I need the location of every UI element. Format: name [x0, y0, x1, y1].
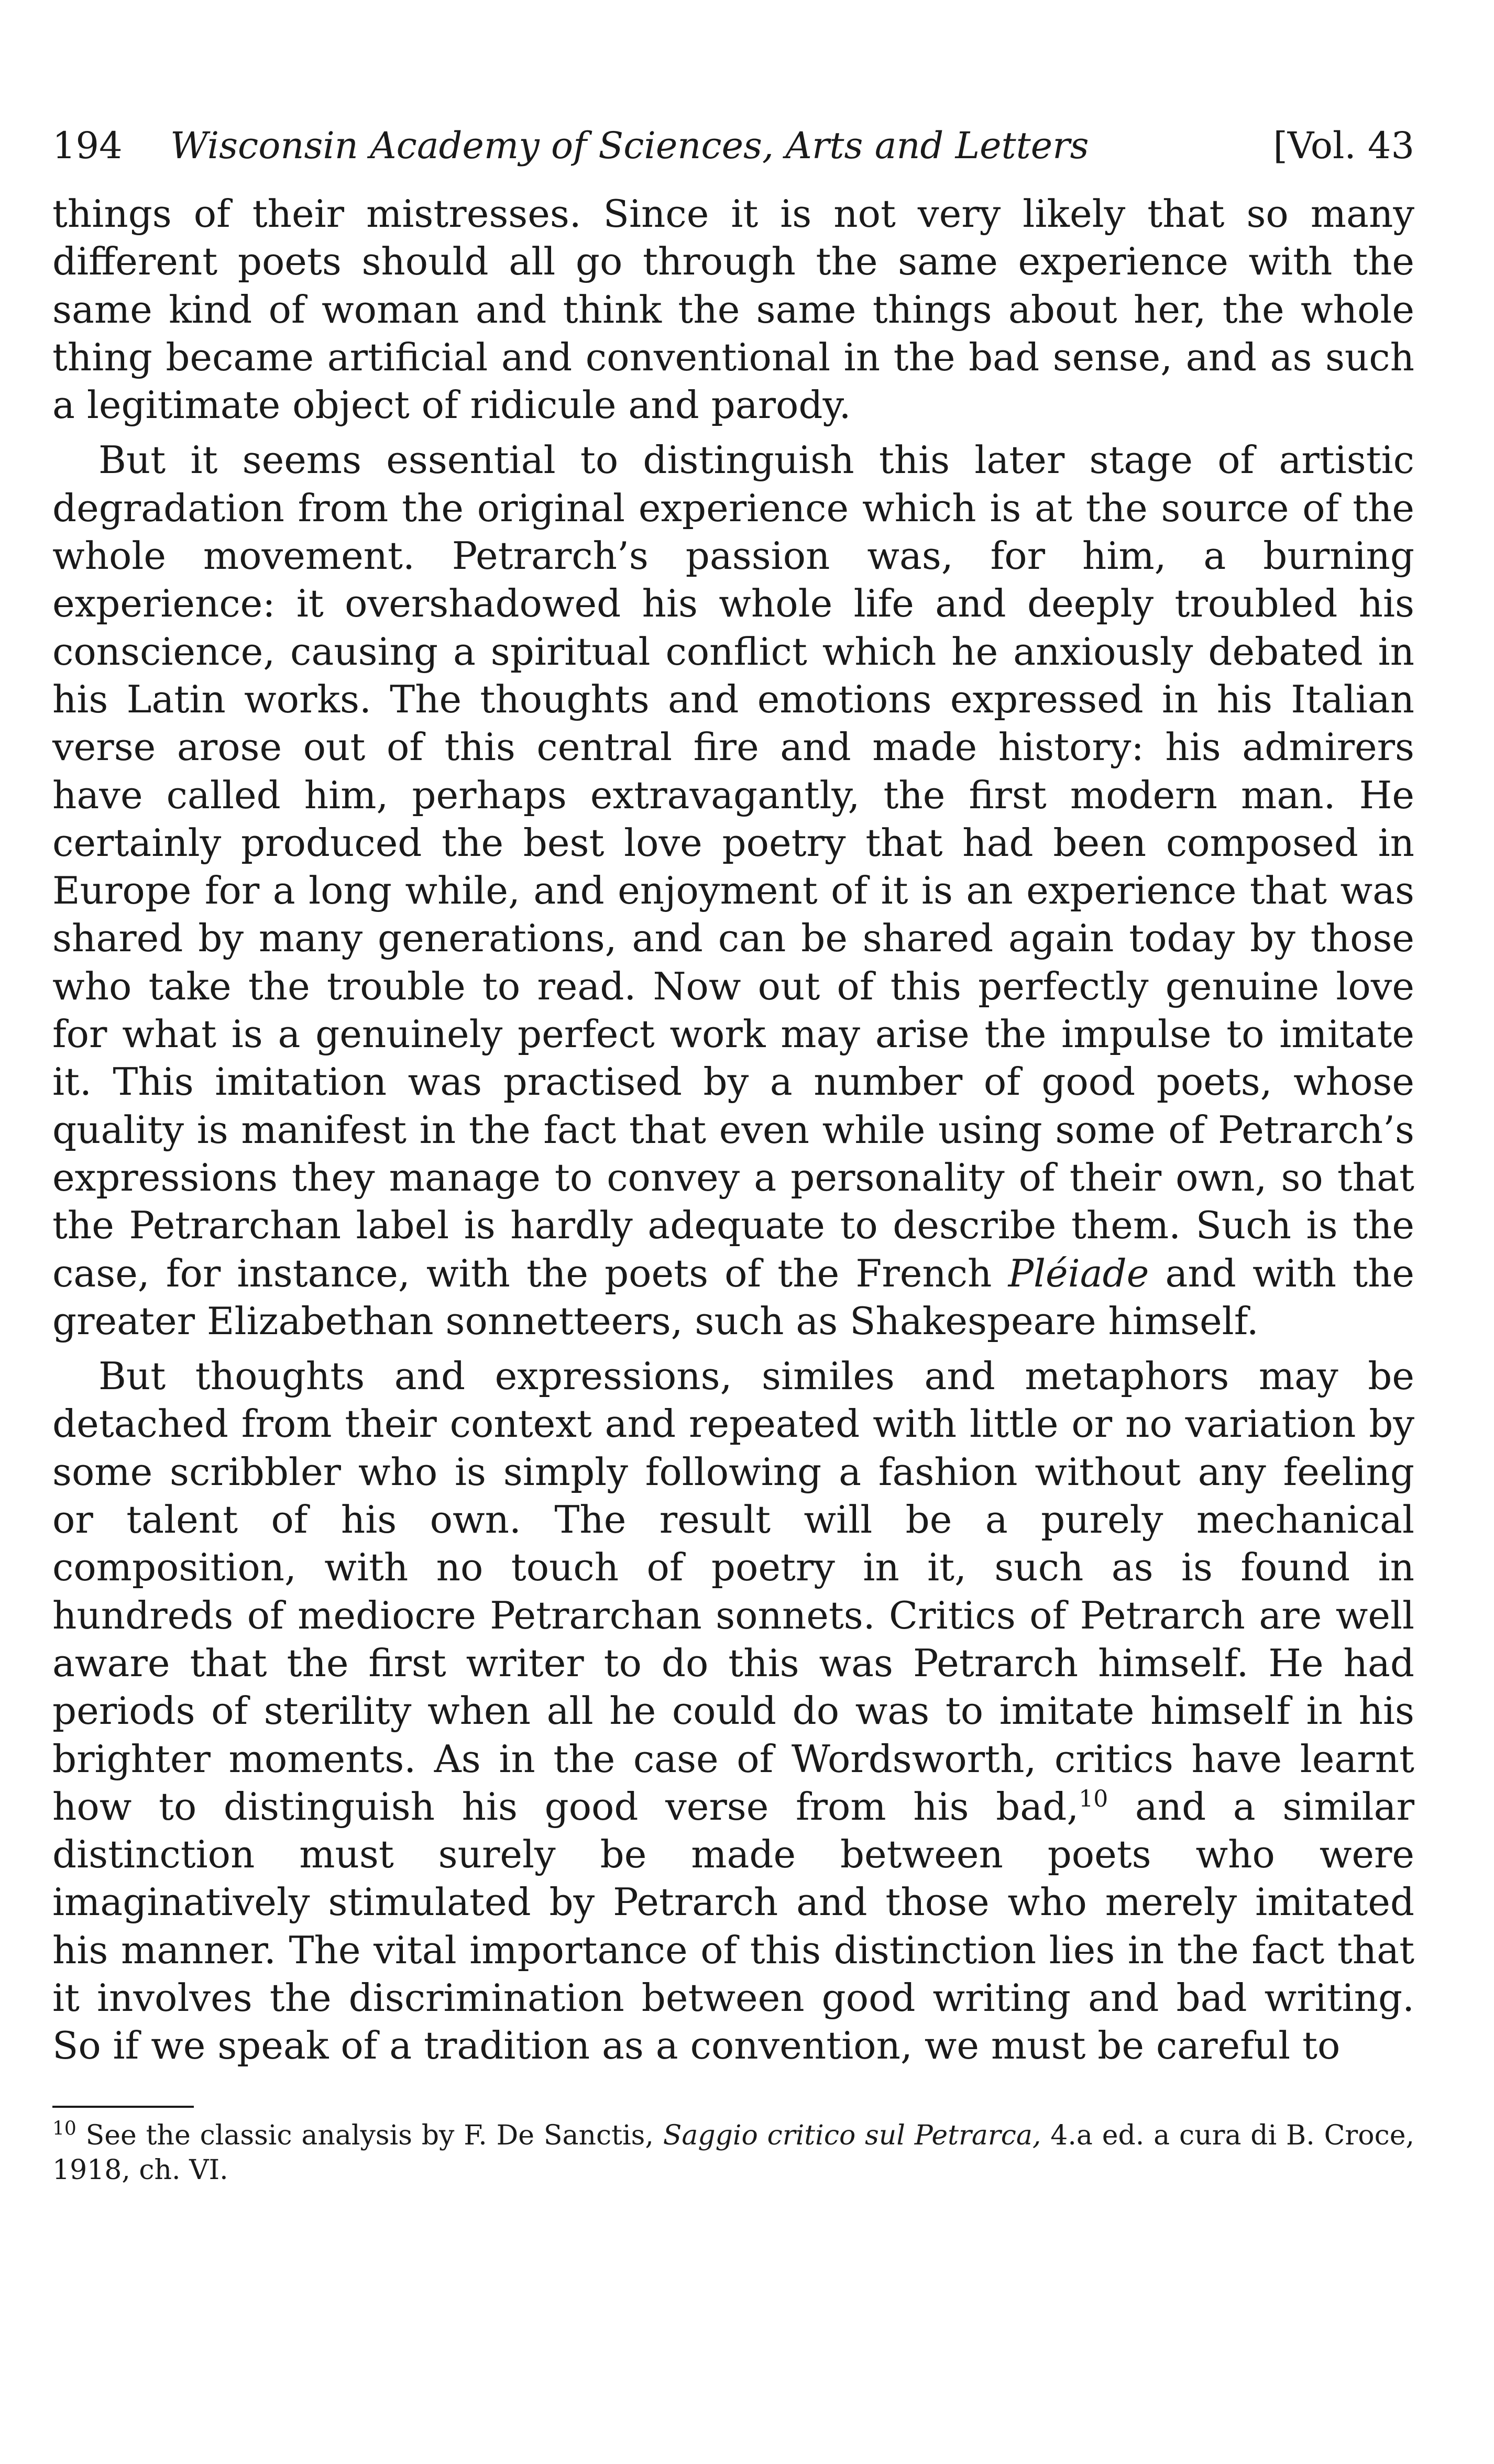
page-number: 194 [52, 124, 123, 167]
paragraph-3-end: and a similar distinction must surely be made between poets who were imaginatively stimulated by Petrarch and those who merely imitated his manner. The vital importance of this distinction lies in the fact that it involves the discrimination between good writing and bad writing. So if we speak of a tradition as a convention, we must be careful to [52, 1784, 1414, 2068]
paragraph-1: things of their mistresses. Since it is not very likely that so many different poets should all go through the same experience with the same kind of woman and think the same things about her, the whole thing became artificial and conventional in the bad sense, and as such a legitimate object of ridicule and parody. [52, 192, 1414, 427]
page [52, 119, 1414, 2187]
footnote-text: See the classic analysis by F. De Sanctis, [85, 2119, 654, 2151]
footnote-title-italic: Saggio critico sul Petrarca, [663, 2119, 1041, 2151]
body-text [52, 190, 1414, 2070]
running-head [52, 119, 1414, 172]
footnote-text-end: 4.a ed. a cura di B. Croce, 1918, ch. VI. [52, 2119, 1415, 2186]
footnote-divider [52, 2106, 194, 2108]
volume-label: [Vol. 43 [1273, 124, 1414, 167]
footnote-reference[interactable]: 10 [1079, 1785, 1108, 1812]
paragraph-2-end: and with the greater Elizabethan sonnetteers, such as Shakespeare himself. [52, 1251, 1415, 1343]
paragraph-3-text: But thoughts and expressions, similes and metaphors may be detached from their context and repeated with little or no variation by some scribbler who is simply following a fashion without any feeling or talent of his own. The result will be a purely mechanical composition, with no touch of poetry in it, such as is found in hundreds of mediocre Petrarchan sonnets. Critics of Petrarch are well aware that the first writer to do this was Petrarch himself. He had periods of sterility when all he could do was to imitate himself in his brighter moments. As in the case of Wordsworth, critics have learnt how to distinguish his good verse from his bad, [52, 1354, 1414, 1829]
journal-title: Wisconsin Academy of Sciences, Arts and Letters [170, 124, 1089, 167]
paragraph-3 [52, 1352, 1414, 2070]
footnote [52, 2118, 1414, 2187]
footnote-number: 10 [52, 2118, 76, 2140]
pleiade-italic: Pléiade [1008, 1251, 1149, 1295]
paragraph-2-text: But it seems essential to distinguish this later stage of artistic degradation from the original experience which is at the source of the whole movement. Petrarch’s passion was, for him, a burning experience: it overshadowed his whole life and deeply troubled his conscience, causing a spiritual conflict which he anxiously debated in his Latin works. The thoughts and emotions expressed in his Italian verse arose out of this central fire and made history: his admirers have called him, perhaps extravagantly, the first modern man. He certainly produced the best love poetry that had been composed in Europe for a long while, and enjoyment of it is an experience that was shared by many generations, and can be shared again today by those who take the trouble to read. Now out of this perfectly genuine love for what is a genuinely perfect work may arise the impulse to imitate it. This imitation was practised by a number of good poets, whose quality is manifest in the fact that even while using some of Petrarch’s expressions they manage to convey a personality of their own, so that the Petrarchan label is hardly adequate to describe them. Such is the case, for instance, with the poets of the French [52, 438, 1414, 1295]
paragraph-2 [52, 436, 1414, 1345]
